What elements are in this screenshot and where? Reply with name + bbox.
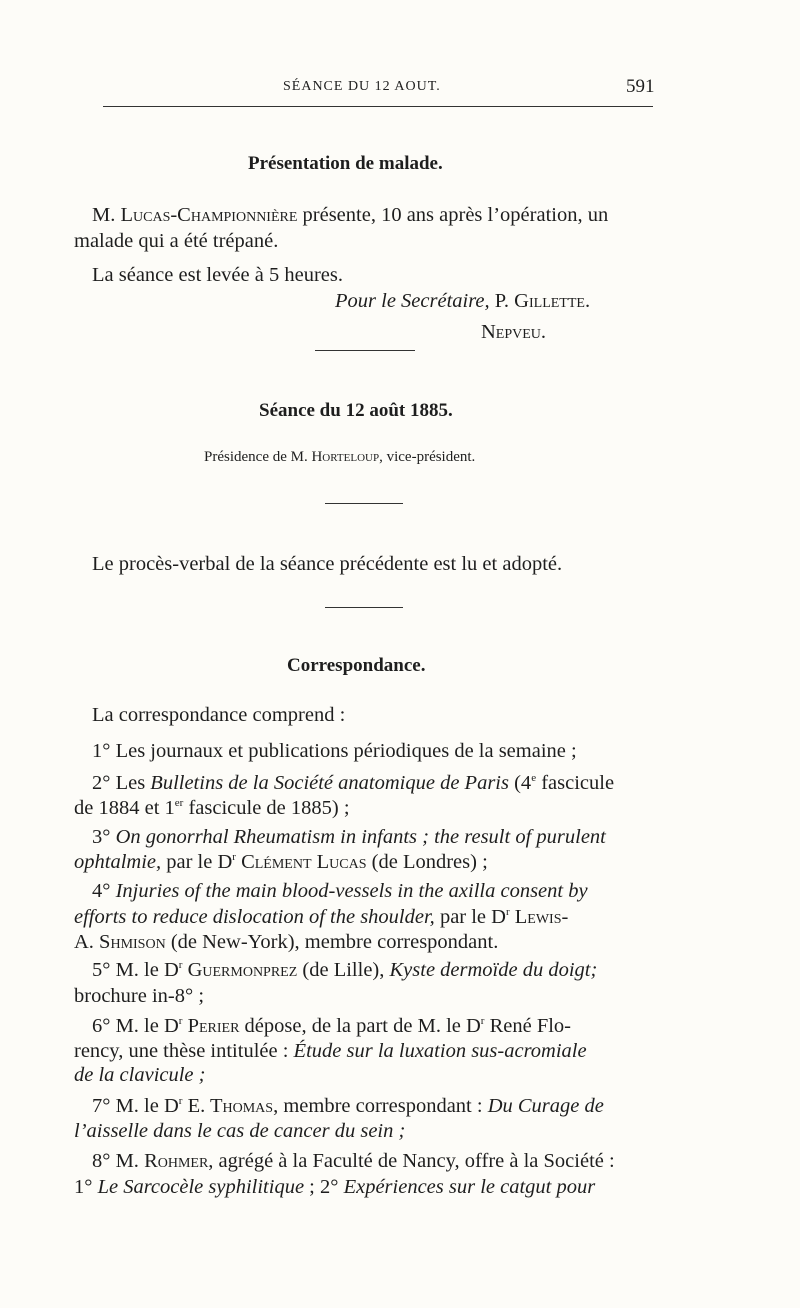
text: dépose, de la part de M. le D [239, 1015, 481, 1037]
text: (de New-York), membre correspondant. [165, 931, 499, 953]
author-name: Lucas-Championnière [120, 204, 298, 226]
text: Présidence de M. [204, 449, 312, 465]
text: 2° Les [92, 772, 151, 794]
text: ; 2° [304, 1176, 344, 1198]
author-name: Guermonprez [182, 959, 298, 981]
title-text: ophtalmie, [74, 851, 162, 873]
text: 7° M. le D [92, 1095, 179, 1117]
item-3-line-1 [92, 826, 606, 849]
item-4-line-1 [92, 880, 588, 903]
author-name: E. Thomas [182, 1095, 274, 1117]
header-rule [103, 106, 653, 107]
title-text: Injuries of the main blood-vessels in the axilla consent by [115, 880, 588, 902]
item-4-line-3 [74, 931, 498, 954]
sup: r [480, 1015, 485, 1028]
text: 1° [74, 1176, 98, 1198]
text: , vice-président. [379, 449, 476, 465]
text: P. [489, 290, 515, 312]
text: 5° M. le D [92, 959, 179, 981]
item-6-line-1 [92, 1015, 571, 1038]
author-name: Rohmer [144, 1150, 209, 1172]
running-title: SÉANCE DU 12 AOUT. [283, 79, 441, 94]
item-6-line-2 [74, 1040, 587, 1063]
author-name: Lewis- [509, 906, 569, 928]
text: présente, 10 ans après l’opération, un [297, 204, 609, 226]
signature-2: Nepveu. [481, 321, 547, 343]
text: 6° M. le D [92, 1015, 179, 1037]
item-6-line-3: de la clavicule ; [74, 1064, 206, 1086]
signature-role: Pour le Secrétaire, [335, 290, 490, 312]
divider-1 [315, 350, 415, 351]
sup: r [178, 959, 183, 972]
text: 4° [92, 880, 116, 902]
sup: r [178, 1015, 183, 1028]
text: , membre correspondant : [273, 1095, 488, 1117]
item-2-line-2 [74, 797, 350, 820]
title-text: Kyste dermoïde du doigt; [389, 959, 598, 981]
item-7-line-2: l’aisselle dans le cas de cancer du sein ; [74, 1120, 406, 1142]
sup: r [232, 851, 236, 864]
item-4-line-2 [74, 906, 568, 929]
sup: r [505, 906, 510, 919]
text: , agrégé à la Faculté de Nancy, offre à la Société : [208, 1150, 615, 1172]
divider-3 [325, 607, 403, 608]
text: 8° M. [92, 1150, 145, 1172]
item-8-line-1 [92, 1150, 615, 1173]
text: 3° [92, 826, 116, 848]
sup: e [531, 772, 537, 785]
proces-verbal: Le procès-verbal de la séance précédente est lu et adopté. [92, 553, 563, 575]
text: fascicule de 1885) ; [183, 797, 350, 819]
correspondance-intro: La correspondance comprend : [92, 704, 346, 726]
presentation-line-1 [92, 204, 608, 227]
title-text: On gonorrhal Rheumatism in infants ; the result of purulent [115, 826, 606, 848]
author-name: A. Shmison [74, 931, 166, 953]
text: rency, une thèse intitulée : [74, 1040, 294, 1062]
item-3-line-2 [74, 851, 488, 874]
item-7-line-1 [92, 1095, 604, 1118]
text: (de Londres) ; [366, 851, 488, 873]
author-name: Clément Lucas [235, 851, 367, 873]
title-text: Du Curage de [487, 1095, 604, 1117]
divider-2 [325, 503, 403, 504]
section-title-seance: Séance du 12 août 1885. [259, 400, 453, 421]
text: de 1884 et 1 [74, 797, 175, 819]
title-text: Le Sarcocèle syphilitique [97, 1176, 305, 1198]
signature-name: Gillette. [514, 290, 591, 312]
text: fascicule [536, 772, 615, 794]
section-title-correspondance: Correspondance. [287, 655, 426, 676]
text: René Flo- [484, 1015, 572, 1037]
item-2-line-1 [92, 772, 614, 795]
sup: r [178, 1095, 183, 1108]
presidence-line [204, 449, 475, 466]
presentation-line-3: La séance est levée à 5 heures. [92, 264, 343, 286]
title-text: efforts to reduce dislocation of the shoulder, [74, 906, 435, 928]
section-title-presentation: Présentation de malade. [248, 153, 443, 174]
text: (de Lille), [297, 959, 390, 981]
text: par le D [434, 906, 506, 928]
item-1: 1° Les journaux et publications périodiques de la semaine ; [92, 740, 577, 762]
title-text: Expériences sur le catgut pour [343, 1176, 596, 1198]
item-8-line-2 [74, 1176, 595, 1199]
text: par le D [161, 851, 233, 873]
author-name: Perier [182, 1015, 240, 1037]
item-5-line-1 [92, 959, 597, 982]
title-text: Bulletins de la Société anatomique de Paris [150, 772, 509, 794]
signature-1 [335, 290, 590, 313]
title-text: Étude sur la luxation sus-acromiale [293, 1040, 587, 1062]
text: (4 [508, 772, 532, 794]
page-number: 591 [626, 76, 655, 97]
text: M. [92, 204, 121, 226]
sup: er [174, 797, 184, 810]
president-name: Horteloup [311, 449, 380, 465]
presentation-line-2: malade qui a été trépané. [74, 230, 279, 252]
item-5-line-2: brochure in-8° ; [74, 985, 205, 1007]
